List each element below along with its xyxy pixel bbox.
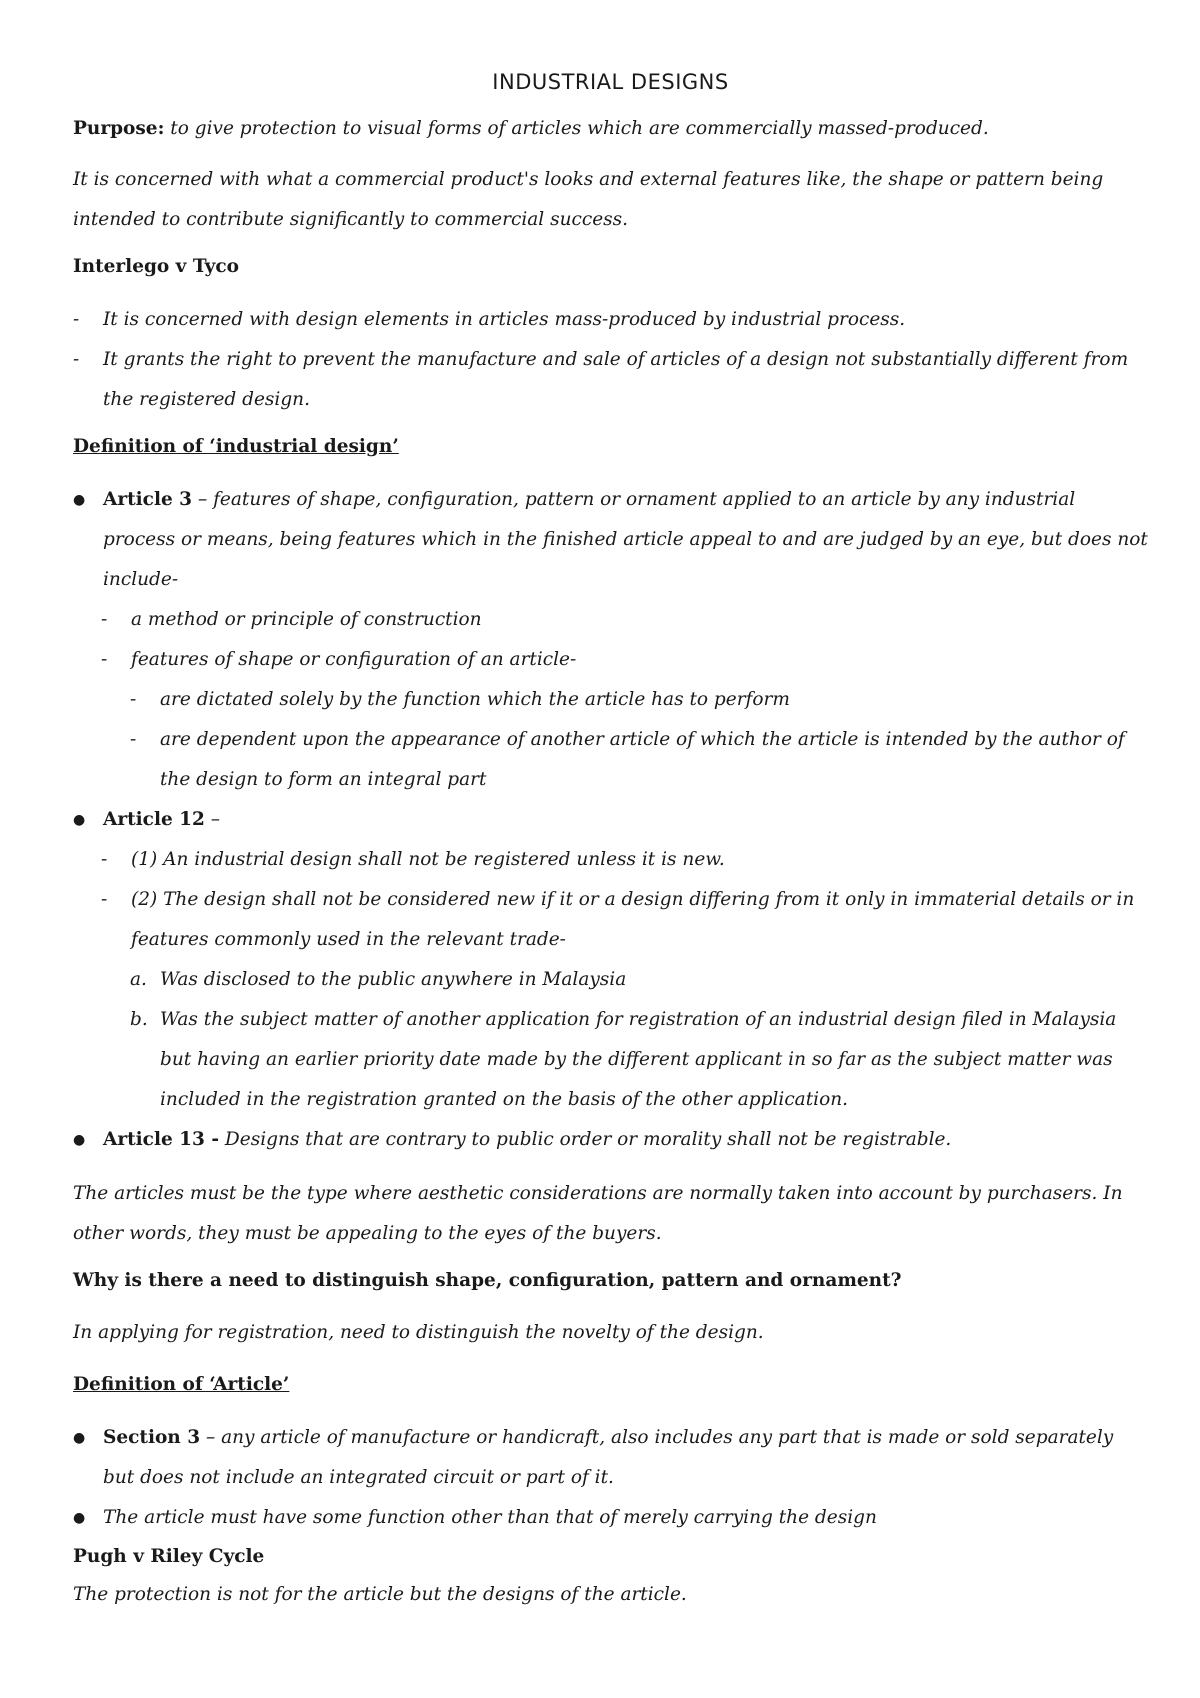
- section3-item: [73, 1418, 1148, 1498]
- bullet-icon: ●: [73, 812, 86, 828]
- article12-sub-1: (1) An industrial design shall not be registered unless it is new.: [131, 849, 725, 870]
- dash-marker: -: [101, 889, 108, 910]
- page-title: INDUSTRIAL DESIGNS: [492, 70, 729, 94]
- article3-subsub-2: are dependent upon the appearance of another article of which the article is intended by the author of the design to form an integral part: [160, 729, 1125, 790]
- list-item: [73, 340, 1148, 420]
- article12-item: [73, 800, 1148, 840]
- purpose-label: Purpose: [73, 118, 158, 139]
- purpose-line: [73, 116, 1148, 142]
- article3-subsub-1: are dictated solely by the function which the article has to perform: [160, 689, 790, 710]
- pugh-heading: Pugh v Riley Cycle: [73, 1546, 265, 1567]
- pugh-text: The protection is not for the article but the designs of the article.: [73, 1584, 687, 1605]
- article12-sub-2: (2) The design shall not be considered new if it or a design differing from it only in immaterial details or in features commonly used in the relevant trade-: [131, 889, 1135, 950]
- section3-text: – any article of manufacture or handicraft, also includes any part that is made or sold separately but does not include an integrated circuit or part of it.: [103, 1427, 1114, 1488]
- article3-item: [73, 480, 1148, 600]
- article3-label: Article 3: [103, 489, 193, 510]
- dash-marker: -: [130, 729, 137, 750]
- why-heading: Why is there a need to distinguish shape, configuration, pattern and ornament?: [73, 1270, 902, 1291]
- bullet-icon: ●: [73, 1430, 86, 1446]
- alpha-marker: a.: [130, 969, 147, 990]
- purpose-colon: :: [157, 118, 165, 139]
- article3-sub-2: features of shape or configuration of an article-: [131, 649, 577, 670]
- article3-sub-1: a method or principle of construction: [131, 609, 482, 630]
- list-item: [73, 600, 1148, 640]
- purpose-text: to give protection to visual forms of articles which are commercially massed-produced.: [164, 118, 989, 139]
- list-item: [73, 640, 1148, 680]
- dash-marker: -: [101, 609, 108, 630]
- concern-paragraph: It is concerned with what a commercial product's looks and external features like, the shape or pattern being intended to contribute significantly to commercial success.: [73, 169, 1104, 230]
- article12-alpha-a: Was disclosed to the public anywhere in Malaysia: [160, 969, 627, 990]
- article12-alpha-b: Was the subject matter of another application for registration of an industrial design filed in Malaysia but having an earlier priority date made by the different applicant in so far as the subject matter was included in the registration granted on the basis of the other application.: [160, 1009, 1117, 1110]
- document-page: [73, 70, 1148, 1614]
- section3-label: Section 3: [103, 1427, 201, 1448]
- list-item: [73, 840, 1148, 880]
- bullet-icon: ●: [73, 492, 86, 508]
- function-item: [73, 1498, 1148, 1538]
- interlego-item-1: It is concerned with design elements in articles mass-produced by industrial process.: [103, 309, 906, 330]
- article13-label: Article 13 -: [103, 1129, 220, 1150]
- definition-article-heading: Definition of ‘Article’: [73, 1374, 290, 1395]
- definition-industrial-design-heading: Definition of ‘industrial design’: [73, 436, 399, 457]
- alpha-marker: b.: [130, 1009, 148, 1030]
- dash-marker: -: [101, 849, 108, 870]
- bullet-icon: ●: [73, 1510, 86, 1526]
- article12-text: –: [204, 809, 221, 830]
- article13-item: [73, 1120, 1148, 1160]
- list-item: [73, 1000, 1148, 1120]
- dash-marker: -: [73, 309, 80, 330]
- why-answer: In applying for registration, need to distinguish the novelty of the design.: [73, 1322, 764, 1343]
- article13-text: Designs that are contrary to public order or morality shall not be registrable.: [219, 1129, 952, 1150]
- list-item: [73, 880, 1148, 960]
- list-item: [73, 960, 1148, 1000]
- dash-marker: -: [73, 349, 80, 370]
- bullet-icon: ●: [73, 1132, 86, 1148]
- interlego-item-2: It grants the right to prevent the manufacture and sale of articles of a design not substantially different from the registered design.: [103, 349, 1129, 410]
- article12-label: Article 12: [103, 809, 205, 830]
- aesthetic-paragraph: The articles must be the type where aesthetic considerations are normally taken into account by purchasers. In other words, they must be appealing to the eyes of the buyers.: [73, 1183, 1123, 1244]
- function-text: The article must have some function other than that of merely carrying the design: [103, 1507, 877, 1528]
- list-item: [73, 680, 1148, 720]
- article3-text: – features of shape, configuration, pattern or ornament applied to an article by any industrial process or means, being features which in the finished article appeal to and are judged by an eye, but does not include-: [103, 489, 1148, 590]
- dash-marker: -: [101, 649, 108, 670]
- list-item: [73, 300, 1148, 340]
- list-item: [73, 720, 1148, 800]
- dash-marker: -: [130, 689, 137, 710]
- interlego-heading: Interlego v Tyco: [73, 256, 239, 277]
